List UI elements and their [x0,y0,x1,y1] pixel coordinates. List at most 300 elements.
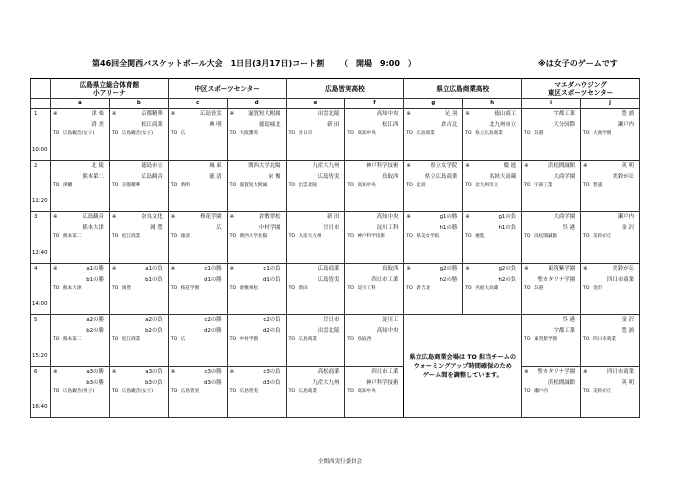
referee-line [287,335,345,343]
referee-team: 浜松開誠館 [534,234,558,240]
to-label: TO [111,131,119,137]
game-cell [109,315,168,366]
team-line [581,315,639,324]
court-label: f [345,99,404,109]
team-name: 熊本大津 [82,225,104,232]
women-marker: ※ [524,368,529,375]
referee-team: 広島皆実 [239,388,259,394]
team-name: 大商学園 [553,173,576,180]
corner-cell [31,79,51,99]
referee-line [404,129,462,137]
team-name: 松江商業 [141,122,163,129]
referee-line [287,387,345,395]
team-line [110,367,168,376]
team-name: 淀川工科 [376,225,399,232]
referee-line [463,181,521,189]
team-name: h2の負 [498,276,517,283]
game-cell [404,109,463,160]
team-line [169,324,227,335]
to-label: TO [406,182,413,188]
team-name: d3の負 [262,379,281,386]
referee-team: 倉吉北 [416,285,431,291]
referee-team: 美鈴が丘 [593,388,612,394]
team-line [169,161,227,170]
referee-team: 北九州市立 [475,182,499,188]
to-label: TO [229,337,237,343]
team-name: 英 明 [621,379,634,386]
team-name: 四日市工業 [371,276,399,283]
game-number: 6 [34,368,38,375]
referee-line [287,129,345,137]
referee-line [463,129,521,137]
team-name: 高知中央 [376,214,399,221]
team-line [228,273,286,284]
to-label: TO [524,131,531,137]
referee-line [51,181,109,189]
team-line [522,221,580,232]
women-marker: ※ [465,162,470,169]
team-line [581,161,639,170]
team-line [110,161,168,170]
game-number: 5 [34,317,38,324]
team-line [51,315,109,324]
to-label: TO [229,234,237,240]
time-slot-row [31,315,640,366]
time-slot-row [31,263,640,314]
game-cell [581,160,640,211]
referee-line [522,335,580,343]
team-line [287,376,345,387]
to-label: TO [170,131,178,137]
referee-line [345,129,403,137]
team-line [345,324,403,335]
referee-team: 四日市商業 [593,337,616,343]
to-label: TO [229,388,237,394]
team-name: a2の勝 [86,317,104,324]
team-line [169,170,227,181]
team-line [463,212,521,221]
referee-team: 高知中央 [357,388,376,394]
team-name: 北九州市立 [489,122,517,129]
referee-line [345,181,403,189]
game-cell [168,366,227,417]
court-label: b [109,99,168,109]
game-cell [581,109,640,160]
to-label: TO [111,234,119,240]
team-name: 四日市商業 [607,276,634,283]
referee-line [169,335,227,343]
referee-team: 県美女学院 [416,234,440,240]
team-line [522,324,580,335]
team-name: 足 羽 [444,111,458,118]
women-marker: ※ [465,265,470,272]
women-marker: ※ [53,265,58,272]
team-line [228,376,286,387]
team-line [581,264,639,273]
to-label: TO [288,131,295,137]
team-line [522,264,580,273]
referee-team: 滋賀短大附属 [239,182,268,188]
women-marker: ※ [406,214,411,221]
game-cell [463,263,522,314]
referee-team: 宇部工業 [534,182,553,188]
slot-time-cell [31,212,51,263]
game-cell [463,109,522,160]
women-marker: ※ [111,265,117,272]
team-line [463,221,521,232]
referee-line [522,129,580,137]
game-cell [109,160,168,211]
team-name: 県立広島商業 [424,173,458,180]
to-label: TO [347,131,354,137]
team-name: 中村学園 [258,225,281,232]
team-line [522,315,580,324]
team-line [404,170,462,181]
team-line [51,264,109,273]
women-marker: ※ [170,368,176,375]
referee-line [110,181,168,189]
schedule-table [30,78,640,418]
game-cell [522,366,581,417]
referee-line [51,387,109,395]
team-name: 新 田 [326,122,340,129]
team-name: d3の勝 [204,379,222,386]
referee-team: 熊本第二 [63,337,82,343]
to-label: TO [53,234,60,240]
court-label: e [286,99,345,109]
team-line [228,367,286,376]
team-line [169,118,227,129]
team-name: 英 明 [621,162,634,169]
referee-team: 廿日市 [298,131,313,137]
to-label: TO [347,234,354,240]
footer-organizer: 全関西実行委員会 [317,459,362,465]
slot-time-cell [31,315,51,366]
team-line [404,109,462,118]
team-line [463,273,521,284]
team-line [169,221,227,232]
game-time: 14:00 [32,301,48,308]
venue-name: 県立広島商業高校 [404,79,522,99]
team-line [287,109,345,118]
to-label: TO [406,285,413,291]
team-line [228,118,286,129]
team-name: 広 [216,225,222,232]
game-cell [345,366,404,417]
team-name: 四日市工業 [371,368,399,375]
team-name: 鳥取西 [382,173,399,180]
team-line [581,212,639,221]
team-name: b1の負 [145,276,163,283]
team-line [581,273,639,284]
team-name: 瀬戸内 [617,214,634,221]
referee-line [110,335,168,343]
venue-name: 広島県立総合体育館 小アリーナ [51,79,169,99]
team-line [51,109,109,118]
to-label: TO [53,337,60,343]
referee-team: 典明 [180,182,190,188]
team-name: 済 美 [91,122,104,129]
team-line [51,273,109,284]
team-line [404,118,462,129]
game-cell [168,315,227,366]
team-line [581,118,639,129]
team-line [110,376,168,387]
referee-line [287,181,345,189]
game-time: 11:20 [32,198,48,205]
team-line [404,273,462,284]
women-marker: ※ [406,265,411,272]
team-line [287,367,345,376]
to-label: TO [288,388,295,394]
game-cell [51,315,110,366]
team-line [287,118,345,129]
women-marker: ※ [111,214,117,221]
slot-time-cell [31,366,51,417]
referee-line [287,284,345,292]
referee-team: 鳥取西 [357,337,372,343]
team-line [287,170,345,181]
referee-team: 慶進 [475,234,485,240]
to-label: TO [288,337,295,343]
referee-line [169,232,227,240]
team-line [169,376,227,387]
referee-line [345,335,403,343]
to-label: TO [583,131,590,137]
game-cell [51,109,110,160]
team-name: 徳山商工 [494,111,517,118]
team-name: 奈良文化 [141,214,163,221]
to-label: TO [288,234,295,240]
team-name: b3の勝 [86,379,104,386]
game-cell [109,263,168,314]
referee-team: 神戸科学技術 [357,234,386,240]
team-name: c3の負 [263,368,281,375]
team-line [463,264,521,273]
team-line [51,170,109,181]
to-label: TO [465,131,472,137]
team-line [287,212,345,221]
to-label: TO [347,285,354,291]
team-name: 淀川工 [382,317,399,324]
referee-line [228,129,286,137]
team-name: 名経大高蔵 [489,173,517,180]
team-line [169,315,227,324]
team-name: 広島皆実 [317,173,340,180]
referee-line [522,284,580,292]
team-line [51,221,109,232]
team-line [110,170,168,181]
team-line [345,118,403,129]
women-marker: ※ [111,111,117,118]
team-line [522,273,580,284]
team-line [581,221,639,232]
to-label: TO [465,234,472,240]
referee-team: 岡豊 [121,285,132,291]
team-name: 高松商業 [317,368,340,375]
game-cell [581,366,640,417]
referee-team: 九産大九州 [298,234,322,240]
referee-team: 広島商業 [298,388,317,394]
women-marker: ※ [465,111,470,118]
game-cell [227,263,286,314]
time-slot-row [31,212,640,263]
team-name: 九産大九州 [312,162,340,169]
team-line [228,264,286,273]
team-name: 大商学園 [553,214,576,221]
women-marker: ※ [524,265,529,272]
team-name: a1の負 [145,265,163,272]
team-name: 聖カタリナ学園 [537,368,576,375]
team-name: d2の負 [262,328,281,335]
referee-line [110,129,168,137]
team-name: b2の負 [145,328,163,335]
game-cell [51,212,110,263]
to-label: TO [524,337,531,343]
to-label: TO [524,182,531,188]
referee-team: 広島皆実 [180,388,200,394]
team-name: a3の負 [145,368,163,375]
team-line [522,161,580,170]
team-name: 美鈴が丘 [612,173,634,180]
team-name: a2の負 [145,317,163,324]
to-label: TO [583,285,590,291]
slot-time-cell [31,109,51,160]
team-name: 広島観音 [141,173,163,180]
referee-team: 新田 [298,285,308,291]
team-line [169,109,227,118]
referee-line [404,232,462,240]
game-cell [522,160,581,211]
game-cell [51,160,110,211]
women-marker: ※ [53,111,58,118]
referee-team: 東筑紫学園 [534,337,558,343]
team-name: g1の勝 [439,214,458,221]
team-name: a3の勝 [86,368,104,375]
game-cell [51,263,110,314]
game-cell [168,263,227,314]
referee-team: 広 [180,131,186,137]
warmup-note: 県立広島商業会場は TO 担当チームの ウォーミングアップ時間確保のため ゲーム間を調整しています。 [404,315,522,418]
team-line [345,161,403,170]
team-name: 浜松開誠館 [548,379,576,386]
team-name: c3の勝 [204,368,222,375]
team-line [110,109,168,118]
team-name: 倉敷翠松 [258,214,281,221]
to-label: TO [170,234,178,240]
team-name: 新 田 [326,214,340,221]
team-name: 呉 港 [562,317,576,324]
women-marker: ※ [229,111,235,118]
to-label: TO [229,182,237,188]
game-cell [286,263,345,314]
referee-line [169,129,227,137]
women-marker: ※ [406,111,411,118]
team-line [522,367,580,376]
to-label: TO [583,234,590,240]
venue-name: 中区スポーツセンター [168,79,286,99]
slot-time-cell [31,160,51,211]
team-line [581,367,639,376]
team-line [404,264,462,273]
team-line [51,324,109,335]
team-name: c2の勝 [204,317,222,324]
team-line [581,170,639,181]
game-number: 2 [34,162,38,169]
game-number: 1 [34,111,38,118]
game-cell [463,160,522,211]
to-label: TO [170,182,178,188]
game-cell [109,212,168,263]
referee-team: 高知中央 [357,182,376,188]
slot-time-cell [31,263,51,314]
referee-line [51,284,109,292]
referee-line [581,387,639,395]
team-name: 豊 浦 [621,328,634,335]
to-label: TO [583,182,590,188]
to-label: TO [406,131,413,137]
team-line [287,264,345,273]
game-cell [345,160,404,211]
game-cell [345,109,404,160]
team-name: 倉吉北 [441,122,458,129]
referee-team: 関西大学北陽 [239,234,268,240]
referee-line [51,232,109,240]
women-marker: ※ [229,265,235,272]
team-name: 鳥取西 [382,265,399,272]
team-line [287,324,345,335]
team-name: 広島皆実 [317,276,340,283]
women-marker: ※ [53,214,58,221]
team-line [169,273,227,284]
venue-name: マエダハウジング 東区スポーツセンター [522,79,640,99]
game-cell [463,212,522,263]
game-cell [227,366,286,417]
referee-line [51,129,109,137]
referee-team: 美鈴が丘 [593,234,612,240]
game-cell [168,109,227,160]
game-cell [345,263,404,314]
to-label: TO [406,234,413,240]
team-name: 慶 進 [503,162,517,169]
referee-team: 広島観音(女子) [121,388,154,394]
game-cell [522,315,581,366]
referee-line [287,232,345,240]
referee-line [345,232,403,240]
referee-line [581,284,639,292]
team-name: 宇都工業 [553,328,576,335]
women-marker: ※ [229,214,235,221]
venue-row [31,79,640,99]
team-name: b2の勝 [86,328,104,335]
to-label: TO [524,234,531,240]
referee-team: 広島観音(女子) [121,131,154,137]
team-name: c2の負 [263,317,281,324]
women-marker: ※ [524,162,529,169]
to-label: TO [53,131,60,137]
referee-team: 呉港 [534,131,544,137]
women-marker: ※ [465,214,470,221]
team-name: 出雲北陵 [317,111,340,118]
referee-team: 松江商業 [121,337,141,343]
referee-team: 徳清 [180,234,190,240]
to-label: TO [347,388,354,394]
team-name: 典 明 [209,122,222,129]
to-label: TO [524,285,531,291]
team-line [228,324,286,335]
team-name: 徳島市立 [141,162,163,169]
to-label: TO [111,337,119,343]
